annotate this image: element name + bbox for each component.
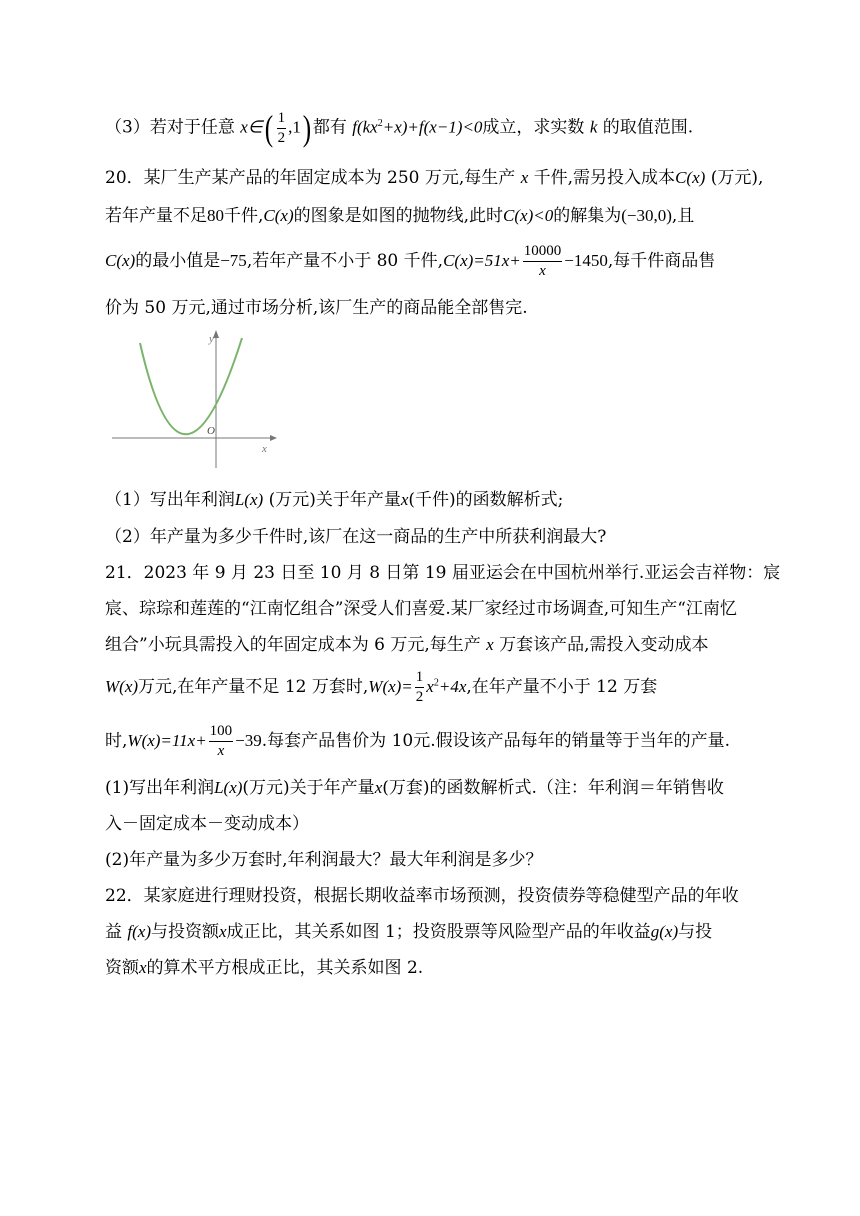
q21-line2 — [105, 597, 737, 621]
math-expr: +x)+f(x−1)<0 — [382, 117, 483, 137]
text: 万套该产品,需投入变动成本 — [499, 635, 709, 655]
q22-line2 — [105, 920, 712, 944]
math-var: x — [374, 778, 383, 797]
math-num: 80 — [207, 206, 224, 225]
math-expr: C(x)=51x+ — [443, 251, 521, 270]
text: 20．某厂生产某产品的年固定成本为 250 万元,每生产 — [105, 168, 516, 188]
text: (万元)关于年产量 — [268, 490, 401, 510]
text: ,若年产量不小于 80 千件, — [246, 251, 444, 271]
fraction-half — [415, 670, 425, 705]
text: （2）年产量为多少千件时,该厂在这一商品的生产中所获利润最大? — [105, 527, 607, 547]
math-expr: W(x)=11x+ — [127, 731, 207, 750]
text: 与投资额 — [151, 922, 219, 942]
q19-part3-line: （3）若对于任意 x∈( $\frac{1}{2}$ ,1) 都有 $f(kx^2+x)+f(x-1)<0$成立，求实数 k 的取值范围. — [105, 108, 694, 148]
math-expr: L(x) — [214, 778, 243, 797]
math-expr: W(x) — [105, 677, 139, 696]
q20-part2 — [105, 525, 606, 549]
math-var: x — [426, 677, 434, 696]
math-expr: −1450 — [564, 251, 608, 270]
text: 价为 50 万元,通过市场分析,该厂生产的商品能全部售完. — [105, 298, 528, 318]
math-expr: W(x)= — [368, 677, 413, 696]
math-expr: C(x) — [263, 206, 294, 225]
math-expr: C(x)<0 — [503, 206, 554, 225]
math-expr: +4x — [438, 677, 467, 696]
q22-line1 — [105, 884, 739, 908]
math-set: x∈ — [240, 117, 263, 137]
math-expr: −39 — [235, 731, 262, 750]
q21-line5 — [105, 724, 730, 759]
text: 入－固定成本－变动成本） — [105, 814, 309, 834]
text: 成正比，其关系如图 1；投资股票等风险型产品的年收益 — [226, 922, 651, 942]
q21-part1-line2 — [105, 812, 309, 836]
text: (万套)的函数解析式.（注：年利润＝年销售收 — [382, 778, 724, 798]
text: (1)写出年利润 — [105, 778, 215, 798]
text: 宸、琮琮和莲莲的“江南忆组合”深受人们喜爱.某厂家经过市场调查,可知生产“江南忆 — [105, 599, 737, 619]
math-expr: g(x) — [650, 922, 679, 941]
q21-line1 — [105, 561, 780, 585]
parabola-curve — [140, 338, 242, 434]
x-axis-arrow — [270, 435, 277, 441]
q20-line4 — [105, 296, 528, 320]
y-axis-label: y — [209, 333, 214, 345]
paren-right: ) — [302, 108, 312, 148]
math-var: k — [589, 117, 598, 137]
q20-line1 — [105, 166, 763, 190]
q21-line3 — [105, 633, 708, 657]
text: 成立，求实数 — [482, 117, 585, 138]
math-expr: C(x) — [105, 251, 136, 270]
text: 都有 — [312, 117, 347, 138]
math-num: −75 — [220, 251, 247, 270]
text: 的解集为 — [553, 206, 622, 226]
math-var: x — [219, 922, 227, 941]
q20-line2 — [105, 204, 694, 228]
text: （3）若对于任意 — [105, 117, 235, 138]
text: 组合”小玩具需投入的年固定成本为 6 万元,每生产 — [105, 635, 481, 655]
math-var: x — [400, 490, 409, 509]
text: （1）写出年利润 — [105, 490, 235, 510]
math-var: x — [486, 635, 494, 654]
text: 时, — [105, 731, 128, 751]
text: 的取值范围. — [602, 117, 694, 138]
text: (千件)的函数解析式; — [408, 490, 564, 510]
y-axis-arrow — [213, 330, 219, 338]
text: 22．某家庭进行理财投资，根据长期收益率市场预测，投资债券等稳健型产品的年收 — [105, 886, 739, 906]
math-expr: L(x) — [234, 490, 264, 509]
fraction — [209, 724, 234, 759]
text: .每套产品售价为 10元.假设该产品每年的销量等于当年的产量. — [261, 731, 731, 751]
denominator: x — [217, 743, 225, 759]
math-expr: f(x) — [127, 922, 151, 941]
text: 与投 — [678, 922, 713, 942]
text: (万元)关于年产量 — [242, 778, 375, 798]
numerator: 1 — [415, 670, 425, 688]
text: 21．2023 年 9 月 23 日至 10 月 8 日第 19 届亚运会在中国杭州举行.亚运会吉祥物：宸 — [105, 563, 781, 583]
math-expr: f(kx — [352, 117, 378, 137]
q21-line4: W(x)万元,在年产量不足 12 万套时,W(x)= $\frac{1}{2}$ $x^2+4x$,在年产量不小于 12 万套 — [105, 669, 658, 705]
text: 的算术平方根成正比，其关系如图 2. — [146, 958, 424, 978]
q20-line3 — [105, 244, 715, 279]
interval-end: ,1 — [288, 117, 301, 137]
q20-part1 — [105, 488, 563, 512]
fraction — [523, 244, 563, 279]
q21-part2 — [105, 848, 542, 872]
text: 千件, — [224, 206, 264, 226]
text: (2)年产量为多少万套时,年利润最大？最大年利润是多少？ — [105, 850, 543, 870]
math-expr: (−30,0) — [621, 206, 672, 225]
origin-label: O — [207, 425, 215, 437]
numerator: 100 — [209, 724, 234, 742]
q22-line3 — [105, 956, 423, 980]
parabola-figure — [112, 328, 277, 468]
text: 资额 — [105, 958, 139, 978]
paren-left: ( — [264, 108, 273, 148]
text: 若年产量不足 — [105, 206, 207, 226]
denominator: 2 — [277, 129, 286, 146]
x-axis-label: x — [262, 443, 267, 455]
text: 千件,需另投入成本 — [533, 168, 676, 188]
text: ,每千件商品售 — [607, 251, 716, 271]
q21-part1-line1 — [105, 776, 724, 800]
math-expr: C(x) — [675, 168, 706, 187]
text: 万元,在年产量不足 12 万套时, — [138, 677, 369, 697]
math-var: x — [520, 168, 529, 187]
text: ,在年产量不小于 12 万套 — [466, 677, 658, 697]
text: 的最小值是 — [135, 251, 221, 271]
denominator: x — [539, 263, 546, 279]
text: 益 — [105, 922, 122, 942]
text: ,且 — [671, 206, 695, 226]
math-var: x — [139, 958, 147, 977]
denominator: 2 — [415, 689, 424, 705]
fraction-half — [277, 111, 287, 146]
numerator: 10000 — [523, 244, 563, 262]
numerator: 1 — [277, 111, 287, 129]
text: (万元), — [710, 168, 764, 188]
text: 的图象是如图的抛物线,此时 — [293, 206, 504, 226]
